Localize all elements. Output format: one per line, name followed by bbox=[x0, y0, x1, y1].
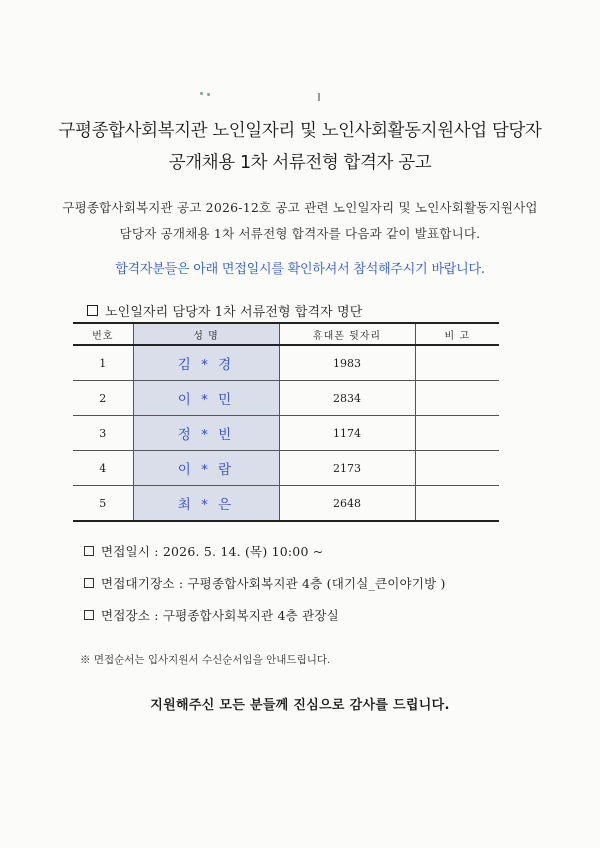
table-row bbox=[73, 451, 499, 486]
intro-text-line2: 담당자 공개채용 1차 서류전형 합격자를 다음과 같이 발표합니다. bbox=[119, 226, 481, 241]
document-title-line1: 구평종합사회복지관 노인일자리 및 노인사회활동지원사업 담당자 bbox=[58, 121, 542, 141]
header-name: 성 명 bbox=[133, 323, 279, 345]
row-name: 김 * 경 bbox=[133, 345, 279, 381]
interview-waiting-place-text: 면접대기장소 : 구평종합사회복지관 4층 (대기실_큰이야기방 ) bbox=[101, 576, 446, 591]
interview-place bbox=[84, 606, 339, 624]
table-row bbox=[73, 486, 499, 522]
intro-text-line1: 구평종합사회복지관 공고 2026-12호 공고 관련 노인일자리 및 노인사회활동지원사업 bbox=[62, 200, 538, 215]
checkbox-square-icon bbox=[84, 578, 94, 588]
row-number: 1 bbox=[73, 345, 133, 381]
row-number: 4 bbox=[73, 451, 133, 486]
table-row bbox=[73, 345, 499, 381]
interview-datetime bbox=[84, 542, 323, 560]
table-header-row bbox=[73, 323, 499, 345]
closing-message: 지원해주신 모든 분들께 진심으로 감사를 드립니다. bbox=[150, 698, 450, 713]
list-title bbox=[87, 301, 362, 320]
interview-datetime-text: 면접일시 : 2026. 5. 14. (목) 10:00 ~ bbox=[101, 544, 324, 559]
row-note bbox=[415, 345, 499, 381]
checkbox-square-icon bbox=[87, 305, 98, 316]
row-name: 최 * 은 bbox=[133, 486, 279, 522]
table-row bbox=[73, 381, 499, 416]
row-note bbox=[415, 486, 499, 522]
row-number: 2 bbox=[73, 381, 133, 416]
row-note bbox=[415, 451, 499, 486]
row-note bbox=[415, 416, 499, 451]
row-phone: 1174 bbox=[279, 416, 415, 451]
interview-place-text: 면접장소 : 구평종합사회복지관 4층 관장실 bbox=[101, 608, 339, 623]
passer-table bbox=[73, 322, 499, 522]
row-name: 정 * 빈 bbox=[133, 416, 279, 451]
row-phone: 2173 bbox=[279, 451, 415, 486]
scan-mark bbox=[318, 93, 320, 101]
row-number: 3 bbox=[73, 416, 133, 451]
row-note bbox=[415, 381, 499, 416]
list-title-label: 노인일자리 담당자 1차 서류전형 합격자 명단 bbox=[105, 305, 363, 320]
document-title-line2: 공개채용 1차 서류전형 합격자 공고 bbox=[168, 153, 432, 173]
row-name: 이 * 람 bbox=[133, 451, 279, 486]
footnote: ※ 면접순서는 입사지원서 수신순서임을 안내드립니다. bbox=[80, 654, 331, 666]
row-phone: 2834 bbox=[279, 381, 415, 416]
scan-speck bbox=[207, 93, 210, 96]
checkbox-square-icon bbox=[84, 610, 94, 620]
header-note: 비 고 bbox=[415, 323, 499, 345]
table-row bbox=[73, 416, 499, 451]
scan-speck bbox=[200, 92, 203, 95]
row-phone: 2648 bbox=[279, 486, 415, 522]
notice-text: 합격자분들은 아래 면접일시를 확인하셔서 참석해주시기 바랍니다. bbox=[115, 262, 485, 277]
row-number: 5 bbox=[73, 486, 133, 522]
checkbox-square-icon bbox=[84, 546, 94, 556]
header-phone: 휴대폰 뒷자리 bbox=[279, 323, 415, 345]
header-number: 번호 bbox=[73, 323, 133, 345]
interview-waiting-place bbox=[84, 574, 446, 592]
row-name: 이 * 민 bbox=[133, 381, 279, 416]
row-phone: 1983 bbox=[279, 345, 415, 381]
